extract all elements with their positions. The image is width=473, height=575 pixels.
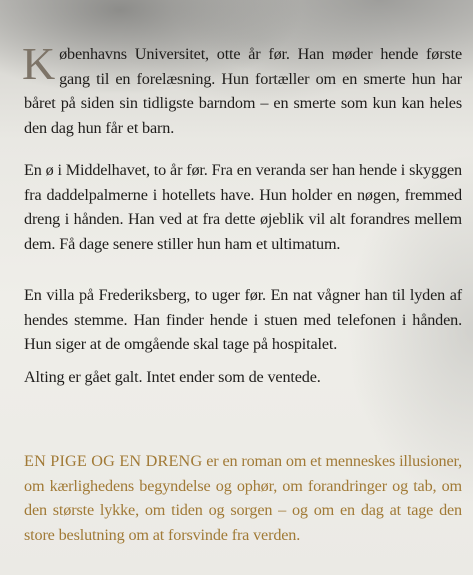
drop-cap: K <box>22 38 56 89</box>
paragraph-1-text: øbenhavns Universitet, otte år før. Han møder hende første gang til en forelæsning. Hun fortæller om en smerte hun har båret på siden sin tidligste barndom – en smerte som kun kan heles den dag hun får et barn. <box>24 45 462 137</box>
paragraph-4: Alting er gået galt. Intet ender som de ventede. <box>24 368 321 386</box>
paragraph-2: En ø i Middelhavet, to år før. Fra en veranda ser han hende i skyggen fra daddelpalmerne i hotellets have. Hun holder en nøgen, fremmed dreng i hånden. Han ved at fra dette øjeblik vil alt forandres mellem dem. Få dage senere stiller hun ham et ultimatum. <box>24 161 462 253</box>
blurb-text: er en roman om et menneskes illusioner, om kærlighedens begyndelse og ophør, om forandringer og tab, om den største lykke, om tiden og sorgen – og om en dag at tage den store beslutning om at forsvinde fra verden. <box>24 452 462 544</box>
paragraph-3: En villa på Frederiksberg, to uger før. En nat vågner han til lyden af hendes stemme. Han finder hende i stuen med telefonen i hånden. Hun siger at de omgående skal tage på hospitalet. <box>24 286 462 353</box>
book-blurb <box>24 449 462 547</box>
paragraph-1 <box>22 38 462 140</box>
book-title: EN PIGE OG EN DRENG <box>24 452 203 470</box>
